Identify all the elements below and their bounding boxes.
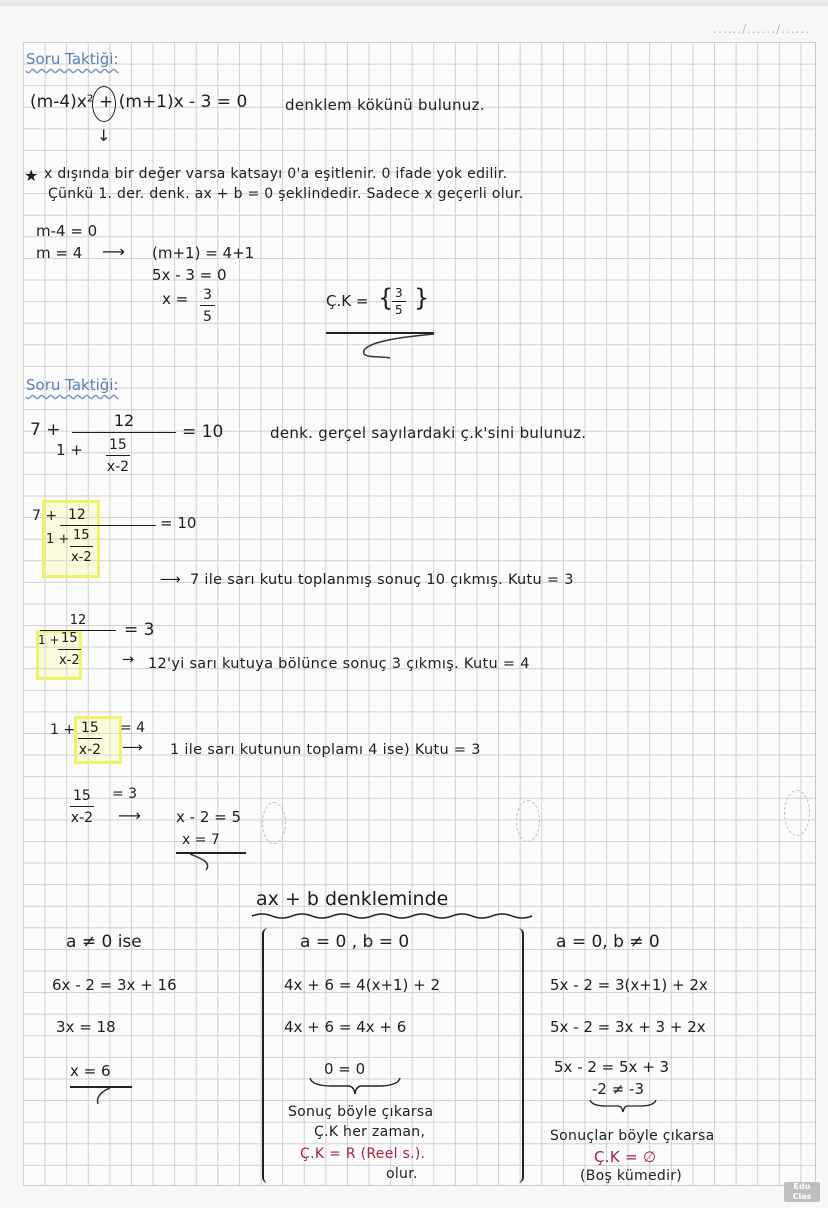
case3-line-4: -2 ≠ -3 [592,1080,645,1098]
fraction-denominator: x-2 [70,550,92,565]
step3-rhs: = 4 [120,720,146,736]
problem-complex-fraction [56,410,176,489]
step2-numerator: 12 [40,612,116,631]
set-brace-open: { [378,284,394,312]
problem-prefix: 7 + [30,420,61,440]
step-5x-minus-3: 5x - 3 = 0 [152,266,227,284]
swoosh-decoration [186,852,226,872]
case3-line-1: 5x - 2 = 3(x+1) + 2x [550,976,708,994]
fraction-numerator: 15 [70,786,94,807]
step4-arrow-icon: ⟶ [118,806,142,825]
step-m-equals-4: m = 4 [36,244,83,262]
step2-arrow-icon: → [122,652,135,668]
case3-line-2: 5x - 2 = 3x + 3 + 2x [550,1018,706,1036]
case3-line-3: 5x - 2 = 5x + 3 [554,1058,670,1076]
column-bracket-right [516,928,524,1183]
fraction-denominator: x-2 [106,459,130,475]
bleed-through-mark [516,800,540,842]
step1-arrow-icon: ⟶ [160,572,182,588]
note-line-1: x dışında bir değer varsa katsayı 0'a eşitlenir. 0 ifade yok edilir. [44,166,508,182]
step1-numerator: 12 [60,505,156,526]
case2-header: a = 0 , b = 0 [300,932,410,952]
fraction-numerator: 3 [200,285,215,306]
step1-inner-fraction [70,526,93,569]
underbrace [308,1076,402,1096]
step3-arrow-icon: ⟶ [122,740,144,756]
problem-rhs: = 10 [182,422,224,442]
fraction-numerator: 15 [58,629,81,650]
section2-heading: Soru Taktiği: [26,376,119,394]
case2-line-1: 4x + 6 = 4(x+1) + 2 [284,976,441,994]
case2-conclusion-2: Ç.K her zaman, [314,1124,426,1140]
fraction-numerator: 3 [392,286,406,302]
app-watermark-logo: Edu Clas [784,1182,820,1202]
step4-result-1: x - 2 = 5 [176,808,242,826]
case1-line-1: 6x - 2 = 3x + 16 [52,976,177,994]
graph-paper [23,42,816,1186]
step-m-minus-4: m-4 = 0 [36,222,98,240]
step1-rhs: = 10 [160,514,197,532]
step1-explanation: 7 ile sarı kutu toplanmış sonuç 10 çıkmış. Kutu = 3 [190,572,574,588]
step-x-fraction [200,285,215,328]
step3-fraction [78,718,102,761]
case1-line-3: x = 6 [70,1062,111,1080]
step-m-plus-1: (m+1) = 4+1 [152,244,255,262]
step4-rhs: = 3 [112,786,138,802]
case3-conclusion-1: Sonuçlar böyle çıkarsa [550,1128,715,1144]
case2-conclusion-1: Sonuç böyle çıkarsa [288,1104,434,1120]
problem-den-prefix: 1 + [56,441,83,459]
down-arrow-icon: ↓ [97,126,111,145]
section1-heading: Soru Taktiği: [26,50,119,68]
step2-inner-fraction [58,629,81,672]
step2-rhs: = 3 [124,620,155,640]
step1-prefix: 7 + [32,508,58,524]
case3-conclusion-end: (Boş kümedir) [580,1168,683,1184]
bleed-through-mark [262,802,286,844]
swoosh-decoration [350,332,440,360]
swoosh-decoration [90,1086,120,1106]
step2-complex-fraction [40,612,116,675]
case2-line-2: 4x + 6 = 4x + 6 [284,1018,407,1036]
case3-header: a = 0, b ≠ 0 [556,932,660,952]
fraction-denominator: 5 [395,303,403,317]
step1-den-prefix: 1 + [46,532,70,547]
note-line-2: Çünkü 1. der. denk. ax + b = 0 şeklindedir. Sadece x geçerli olur. [48,186,524,202]
underbrace [588,1098,658,1114]
fraction-denominator: x-2 [70,810,94,826]
fraction-numerator: 15 [70,526,93,547]
step4-result-2: x = 7 [182,832,220,848]
fraction-numerator: 15 [78,718,102,739]
case1-line-2: 3x = 18 [56,1018,116,1036]
section1-prompt: denklem kökünü bulunuz. [285,96,485,114]
step1-complex-fraction [46,505,156,572]
step2-den-prefix: 1 + [38,633,60,647]
fraction-denominator: x-2 [78,742,102,758]
fraction-numerator: 15 [106,435,130,456]
case2-line-3: 0 = 0 [324,1060,366,1078]
step3-prefix: 1 + [50,722,76,738]
date-field-dots: ....../....../...... [713,22,810,36]
title-wavy-underline [250,910,540,920]
page-top-edge [0,0,828,6]
fraction-denominator: 5 [203,309,212,325]
set-brace-close: } [414,284,430,312]
solution-label: Ç.K = [326,292,369,310]
case2-conclusion-end: olur. [386,1166,418,1182]
problem-numerator: 12 [72,410,176,433]
case2-conclusion-red: Ç.K = R (Reel s.). [300,1146,426,1162]
right-arrow-icon: ⟶ [102,242,125,261]
case1-header: a ≠ 0 ise [66,932,142,952]
x-squared-circle [92,86,116,122]
step3-explanation: 1 ile sarı kutunun toplamı 4 ise) Kutu = 3 [170,742,481,758]
bleed-through-mark [784,790,810,836]
section3-title: ax + b denkleminde [256,888,449,910]
section1-equation: (m-4)x² + (m+1)x - 3 = 0 [30,92,248,112]
star-icon: ★ [24,166,39,185]
problem-inner-fraction [106,435,130,478]
problem-prompt: denk. gerçel sayılardaki ç.k'sini bulunuz. [270,424,587,442]
step4-fraction [70,786,94,829]
step2-explanation: 12'yi sarı kutuya bölünce sonuç 3 çıkmış. Kutu = 4 [148,656,530,672]
column-bracket-left [262,928,270,1183]
case3-conclusion-red: Ç.K = ∅ [594,1148,657,1166]
solution-fraction [392,286,406,318]
fraction-denominator: x-2 [58,653,80,668]
step-x-equals-label: x = [162,290,189,308]
